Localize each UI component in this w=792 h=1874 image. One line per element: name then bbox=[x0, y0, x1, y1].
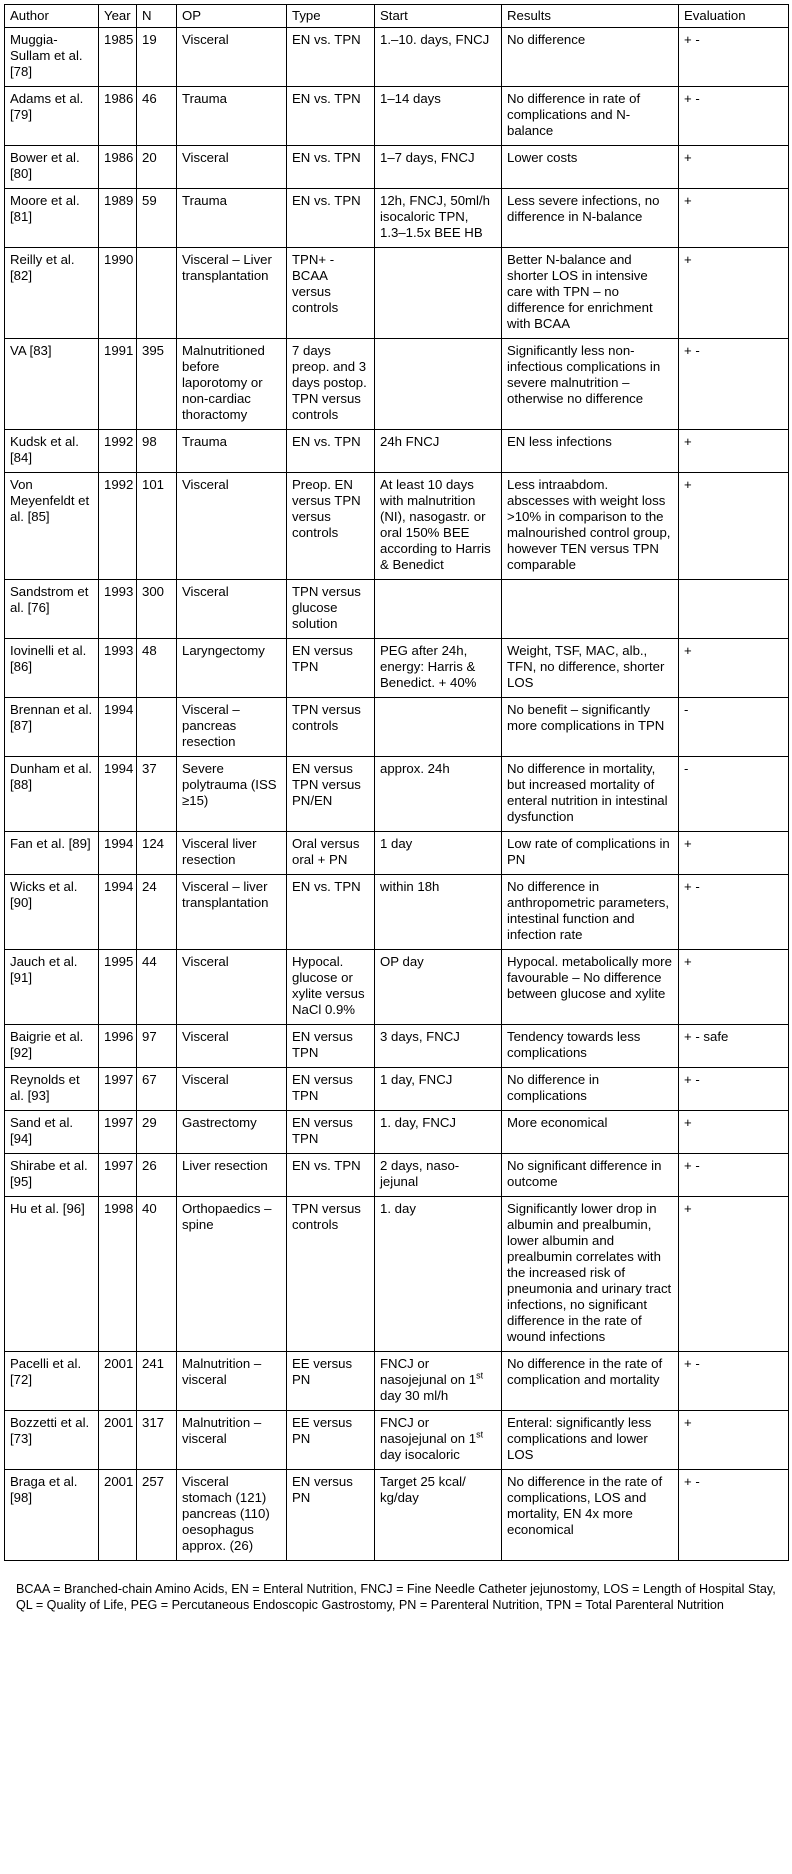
table-cell: + bbox=[679, 639, 789, 698]
table-cell: + - bbox=[679, 1154, 789, 1197]
table-cell: Severe polytrauma (ISS ≥15) bbox=[177, 757, 287, 832]
table-cell: EN vs. TPN bbox=[287, 1154, 375, 1197]
table-cell: 1997 bbox=[99, 1154, 137, 1197]
table-cell: EN vs. TPN bbox=[287, 189, 375, 248]
table-cell: EN vs. TPN bbox=[287, 430, 375, 473]
table-cell: Lower costs bbox=[502, 146, 679, 189]
table-row bbox=[5, 1154, 789, 1197]
table-cell: No difference in complications bbox=[502, 1068, 679, 1111]
column-header: Evaluation bbox=[679, 5, 789, 28]
table-cell: + - bbox=[679, 875, 789, 950]
table-cell: + - bbox=[679, 339, 789, 430]
table-cell: 3 days, FNCJ bbox=[375, 1025, 502, 1068]
table-cell: 1996 bbox=[99, 1025, 137, 1068]
table-cell: 257 bbox=[137, 1470, 177, 1561]
table-cell: Visceral bbox=[177, 28, 287, 87]
table-cell: Visceral bbox=[177, 1025, 287, 1068]
table-cell: Visceral bbox=[177, 146, 287, 189]
table-cell: Low rate of complications in PN bbox=[502, 832, 679, 875]
table-cell: No significant difference in outcome bbox=[502, 1154, 679, 1197]
table-cell: Muggia-Sullam et al. [78] bbox=[5, 28, 99, 87]
table-cell: 40 bbox=[137, 1197, 177, 1352]
table-cell bbox=[375, 698, 502, 757]
table-cell: EN vs. TPN bbox=[287, 875, 375, 950]
table-cell: + bbox=[679, 832, 789, 875]
table-cell: 29 bbox=[137, 1111, 177, 1154]
table-cell: 1991 bbox=[99, 339, 137, 430]
table-cell: TPN versus controls bbox=[287, 1197, 375, 1352]
table-header-row bbox=[5, 5, 789, 28]
table-cell: TPN+ - BCAA versus controls bbox=[287, 248, 375, 339]
table-cell: Malnutrition – visceral bbox=[177, 1411, 287, 1470]
table-cell: Moore et al. [81] bbox=[5, 189, 99, 248]
column-header: Author bbox=[5, 5, 99, 28]
table-cell: Gastrectomy bbox=[177, 1111, 287, 1154]
table-cell: Bower et al. [80] bbox=[5, 146, 99, 189]
table-cell: approx. 24h bbox=[375, 757, 502, 832]
table-cell: + bbox=[679, 1197, 789, 1352]
table-cell: Oral versus oral + PN bbox=[287, 832, 375, 875]
table-cell: No difference in the rate of complications, LOS and mortality, EN 4x more economical bbox=[502, 1470, 679, 1561]
table-cell: No difference in rate of complications and N-balance bbox=[502, 87, 679, 146]
table-row bbox=[5, 832, 789, 875]
table-cell: Sand et al. [94] bbox=[5, 1111, 99, 1154]
table-cell bbox=[137, 698, 177, 757]
table-cell: 1 day, FNCJ bbox=[375, 1068, 502, 1111]
table-cell: TPN versus glucose solution bbox=[287, 580, 375, 639]
table-cell: + - bbox=[679, 1470, 789, 1561]
table-cell: Target 25 kcal/ kg/day bbox=[375, 1470, 502, 1561]
table-cell: 1992 bbox=[99, 473, 137, 580]
table-row bbox=[5, 698, 789, 757]
column-header: Type bbox=[287, 5, 375, 28]
table-cell: 26 bbox=[137, 1154, 177, 1197]
table-cell: 101 bbox=[137, 473, 177, 580]
table-cell: 2001 bbox=[99, 1470, 137, 1561]
table-cell: Visceral – pancreas resection bbox=[177, 698, 287, 757]
table-cell: - bbox=[679, 698, 789, 757]
table-cell: Hypocal. glucose or xylite versus NaCl 0.9% bbox=[287, 950, 375, 1025]
table-cell: At least 10 days with malnutrition (NI), nasogastr. or oral 150% BEE according to Harris & Benedict bbox=[375, 473, 502, 580]
table-row bbox=[5, 146, 789, 189]
table-cell: 1. day, FNCJ bbox=[375, 1111, 502, 1154]
table-row bbox=[5, 580, 789, 639]
table-cell: 1994 bbox=[99, 698, 137, 757]
table-cell: Reilly et al. [82] bbox=[5, 248, 99, 339]
table-cell: Better N-balance and shorter LOS in intensive care with TPN – no difference for enrichment with BCAA bbox=[502, 248, 679, 339]
table-cell: Shirabe et al. [95] bbox=[5, 1154, 99, 1197]
table-cell: Liver resection bbox=[177, 1154, 287, 1197]
table-cell: Malnutritioned before laporotomy or non-cardiac thoractomy bbox=[177, 339, 287, 430]
table-cell: 44 bbox=[137, 950, 177, 1025]
ordinal-suffix: st bbox=[476, 1370, 484, 1381]
table-cell: 300 bbox=[137, 580, 177, 639]
table-cell: + - bbox=[679, 28, 789, 87]
table-row bbox=[5, 339, 789, 430]
column-header: Start bbox=[375, 5, 502, 28]
table-cell: VA [83] bbox=[5, 339, 99, 430]
table-cell: Trauma bbox=[177, 189, 287, 248]
table-cell: Von Meyenfeldt et al. [85] bbox=[5, 473, 99, 580]
table-cell: 395 bbox=[137, 339, 177, 430]
table-cell: Kudsk et al. [84] bbox=[5, 430, 99, 473]
table-cell: 48 bbox=[137, 639, 177, 698]
table-row bbox=[5, 1068, 789, 1111]
table-cell: Malnutrition – visceral bbox=[177, 1352, 287, 1411]
table-cell: Bozzetti et al. [73] bbox=[5, 1411, 99, 1470]
table-cell: FNCJ or nasojejunal on 1st day isocaloric bbox=[375, 1411, 502, 1470]
table-cell: Weight, TSF, MAC, alb., TFN, no difference, shorter LOS bbox=[502, 639, 679, 698]
studies-table bbox=[4, 4, 789, 1561]
table-cell: No difference in anthropometric parameters, intestinal function and infection rate bbox=[502, 875, 679, 950]
table-row bbox=[5, 28, 789, 87]
table-cell: 1997 bbox=[99, 1111, 137, 1154]
table-cell: EN less infections bbox=[502, 430, 679, 473]
table-cell: 7 days preop. and 3 days postop. TPN versus controls bbox=[287, 339, 375, 430]
table-cell: + - bbox=[679, 1068, 789, 1111]
table-cell: Visceral liver resection bbox=[177, 832, 287, 875]
table-cell: 1985 bbox=[99, 28, 137, 87]
table-cell: + - bbox=[679, 87, 789, 146]
table-cell: FNCJ or nasojejunal on 1st day 30 ml/h bbox=[375, 1352, 502, 1411]
table-cell: Dunham et al. [88] bbox=[5, 757, 99, 832]
table-cell: 1994 bbox=[99, 832, 137, 875]
table-cell: Reynolds et al. [93] bbox=[5, 1068, 99, 1111]
table-cell: + bbox=[679, 950, 789, 1025]
table-cell: 46 bbox=[137, 87, 177, 146]
table-cell: 97 bbox=[137, 1025, 177, 1068]
table-cell: + - safe bbox=[679, 1025, 789, 1068]
table-cell: Less severe infections, no difference in N-balance bbox=[502, 189, 679, 248]
table-cell: EN versus TPN versus PN/EN bbox=[287, 757, 375, 832]
table-cell: Hypocal. metabolically more favourable – No difference between glucose and xylite bbox=[502, 950, 679, 1025]
table-cell: 1997 bbox=[99, 1068, 137, 1111]
table-cell: Jauch et al. [91] bbox=[5, 950, 99, 1025]
table-cell: + - bbox=[679, 1352, 789, 1411]
column-header: N bbox=[137, 5, 177, 28]
table-cell: + bbox=[679, 473, 789, 580]
table-cell: Laryngectomy bbox=[177, 639, 287, 698]
table-cell: Visceral bbox=[177, 473, 287, 580]
table-cell: 24h FNCJ bbox=[375, 430, 502, 473]
table-cell bbox=[375, 339, 502, 430]
table-cell: Tendency towards less complications bbox=[502, 1025, 679, 1068]
table-cell: Hu et al. [96] bbox=[5, 1197, 99, 1352]
table-row bbox=[5, 473, 789, 580]
table-cell: 12h, FNCJ, 50ml/h isocaloric TPN, 1.3–1.5x BEE HB bbox=[375, 189, 502, 248]
table-cell: Pacelli et al. [72] bbox=[5, 1352, 99, 1411]
table-cell: 1993 bbox=[99, 580, 137, 639]
table-cell: 20 bbox=[137, 146, 177, 189]
table-cell: + bbox=[679, 248, 789, 339]
table-cell: Braga et al. [98] bbox=[5, 1470, 99, 1561]
table-cell bbox=[502, 580, 679, 639]
table-cell: 2001 bbox=[99, 1411, 137, 1470]
table-cell: TPN versus controls bbox=[287, 698, 375, 757]
table-cell bbox=[137, 248, 177, 339]
table-cell: + bbox=[679, 1411, 789, 1470]
table-cell: EN vs. TPN bbox=[287, 87, 375, 146]
table-cell: EN versus TPN bbox=[287, 1025, 375, 1068]
table-cell: EE versus PN bbox=[287, 1411, 375, 1470]
table-cell: Wicks et al. [90] bbox=[5, 875, 99, 950]
table-row bbox=[5, 1197, 789, 1352]
table-row bbox=[5, 950, 789, 1025]
table-cell bbox=[679, 580, 789, 639]
table-cell: 1990 bbox=[99, 248, 137, 339]
document bbox=[4, 4, 788, 1613]
table-cell: Visceral – liver transplantation bbox=[177, 875, 287, 950]
table-cell: EE versus PN bbox=[287, 1352, 375, 1411]
table-row bbox=[5, 430, 789, 473]
table-cell: + bbox=[679, 146, 789, 189]
table-cell: 241 bbox=[137, 1352, 177, 1411]
table-cell: 1994 bbox=[99, 757, 137, 832]
table-cell: 1995 bbox=[99, 950, 137, 1025]
table-cell: EN versus TPN bbox=[287, 1068, 375, 1111]
table-cell bbox=[375, 248, 502, 339]
table-cell: 1998 bbox=[99, 1197, 137, 1352]
table-cell: 19 bbox=[137, 28, 177, 87]
table-cell: 1–14 days bbox=[375, 87, 502, 146]
table-row bbox=[5, 189, 789, 248]
table-cell: - bbox=[679, 757, 789, 832]
table-cell: Trauma bbox=[177, 430, 287, 473]
column-header: Results bbox=[502, 5, 679, 28]
column-header: Year bbox=[99, 5, 137, 28]
table-cell: + bbox=[679, 430, 789, 473]
table-cell: Visceral stomach (121) pancreas (110) oesophagus approx. (26) bbox=[177, 1470, 287, 1561]
table-cell bbox=[375, 580, 502, 639]
table-cell: Visceral bbox=[177, 1068, 287, 1111]
table-cell: + bbox=[679, 1111, 789, 1154]
table-row bbox=[5, 875, 789, 950]
table-cell: 317 bbox=[137, 1411, 177, 1470]
table-cell: Significantly lower drop in albumin and prealbumin, lower albumin and prealbumin correlates with the increased risk of pneumonia and urinary tract infections, no significant difference in the rate of wound infections bbox=[502, 1197, 679, 1352]
column-header: OP bbox=[177, 5, 287, 28]
table-cell: 24 bbox=[137, 875, 177, 950]
table-body bbox=[5, 28, 789, 1561]
table-cell: Adams et al. [79] bbox=[5, 87, 99, 146]
table-cell: 1.–10. days, FNCJ bbox=[375, 28, 502, 87]
table-cell: Trauma bbox=[177, 87, 287, 146]
table-row bbox=[5, 639, 789, 698]
table-cell: 1994 bbox=[99, 875, 137, 950]
table-cell: 1–7 days, FNCJ bbox=[375, 146, 502, 189]
table-cell: 2001 bbox=[99, 1352, 137, 1411]
table-cell: EN versus TPN bbox=[287, 639, 375, 698]
table-cell: EN versus TPN bbox=[287, 1111, 375, 1154]
table-cell: Fan et al. [89] bbox=[5, 832, 99, 875]
table-cell: No benefit – significantly more complications in TPN bbox=[502, 698, 679, 757]
table-cell: 1986 bbox=[99, 146, 137, 189]
table-row bbox=[5, 1025, 789, 1068]
table-row bbox=[5, 757, 789, 832]
table-cell: 124 bbox=[137, 832, 177, 875]
table-cell: 1. day bbox=[375, 1197, 502, 1352]
table-cell: + bbox=[679, 189, 789, 248]
table-cell: within 18h bbox=[375, 875, 502, 950]
table-cell: 1 day bbox=[375, 832, 502, 875]
table-cell: 1993 bbox=[99, 639, 137, 698]
table-row bbox=[5, 1352, 789, 1411]
table-cell: Baigrie et al. [92] bbox=[5, 1025, 99, 1068]
table-cell: 1986 bbox=[99, 87, 137, 146]
table-cell: EN vs. TPN bbox=[287, 28, 375, 87]
table-cell: OP day bbox=[375, 950, 502, 1025]
table-row bbox=[5, 1470, 789, 1561]
table-cell: Enteral: significantly less complications and lower LOS bbox=[502, 1411, 679, 1470]
table-cell: EN vs. TPN bbox=[287, 146, 375, 189]
table-cell: No difference in mortality, but increased mortality of enteral nutrition in intestinal dysfunction bbox=[502, 757, 679, 832]
table-cell: Visceral – Liver transplantation bbox=[177, 248, 287, 339]
table-cell: Orthopaedics – spine bbox=[177, 1197, 287, 1352]
table-row bbox=[5, 87, 789, 146]
table-cell: Brennan et al. [87] bbox=[5, 698, 99, 757]
table-cell: 1992 bbox=[99, 430, 137, 473]
table-row bbox=[5, 1411, 789, 1470]
table-cell: Significantly less non-infectious complications in severe malnutrition – otherwise no difference bbox=[502, 339, 679, 430]
table-cell: Visceral bbox=[177, 580, 287, 639]
table-cell: 1989 bbox=[99, 189, 137, 248]
table-cell: EN versus PN bbox=[287, 1470, 375, 1561]
table-cell: Sandstrom et al. [76] bbox=[5, 580, 99, 639]
table-cell: 37 bbox=[137, 757, 177, 832]
table-cell: Visceral bbox=[177, 950, 287, 1025]
table-cell: No difference in the rate of complication and mortality bbox=[502, 1352, 679, 1411]
table-cell: 67 bbox=[137, 1068, 177, 1111]
table-cell: More economical bbox=[502, 1111, 679, 1154]
table-cell: No difference bbox=[502, 28, 679, 87]
table-cell: 59 bbox=[137, 189, 177, 248]
ordinal-suffix: st bbox=[476, 1429, 484, 1440]
table-cell: Less intraabdom. abscesses with weight loss >10% in comparison to the malnourished control group, however TEN versus TPN comparable bbox=[502, 473, 679, 580]
table-cell: 98 bbox=[137, 430, 177, 473]
table-cell: 2 days, naso-jejunal bbox=[375, 1154, 502, 1197]
table-cell: PEG after 24h, energy: Harris & Benedict. + 40% bbox=[375, 639, 502, 698]
table-cell: Iovinelli et al. [86] bbox=[5, 639, 99, 698]
footnote: BCAA = Branched-chain Amino Acids, EN = Enteral Nutrition, FNCJ = Fine Needle Catheter jejunostomy, LOS = Length of Hospital Stay, QL = Quality of Life, PEG = Percutaneous Endoscopic Gastrostomy, PN = Parenteral Nutrition, TPN = Total Parenteral Nutrition bbox=[16, 1582, 776, 1612]
table-row bbox=[5, 248, 789, 339]
table-row bbox=[5, 1111, 789, 1154]
table-cell: Preop. EN versus TPN versus controls bbox=[287, 473, 375, 580]
